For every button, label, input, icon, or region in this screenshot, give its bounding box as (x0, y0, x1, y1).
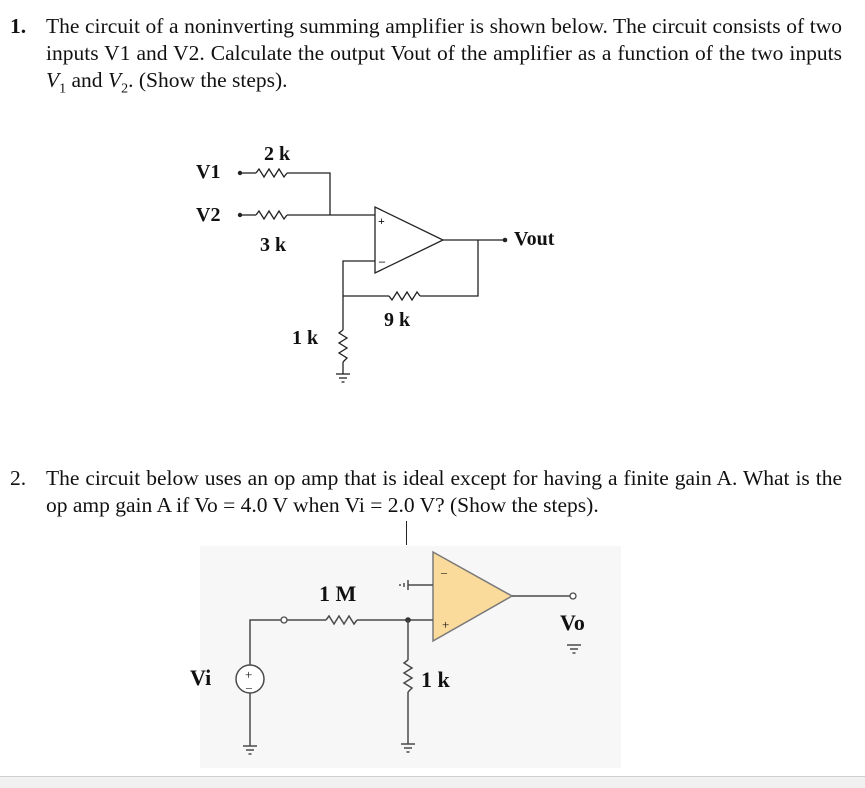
v1-label: V1 (196, 161, 221, 183)
question-1-and: and (66, 68, 108, 92)
bottom-scroll-bar[interactable] (0, 776, 865, 788)
question-2-text: The circuit below uses an op amp that is ideal except for having a finite gain A. What is the op amp gain A if Vo = 4.0 V when Vi = 2.0 V? (Show the steps). (46, 466, 842, 517)
r-9k-label: 9 k (384, 309, 411, 331)
vi-label: Vi (190, 665, 212, 690)
r-2k-label: 2 k (264, 143, 291, 165)
r-3k-label: 3 k (260, 234, 287, 256)
r-1m-label: 1 M (319, 581, 357, 606)
question-1-text-main: The circuit of a noninverting summing amplifier is shown below. The circuit consists of two inputs V1 and V2. Calculate the output Vout of the amplifier as a function of the two inputs (46, 14, 842, 65)
v2-label: V2 (196, 204, 221, 226)
v1-subscript: 1 (59, 81, 67, 97)
circuit-2-background (200, 546, 621, 768)
vi-node-terminal[interactable] (281, 617, 287, 623)
vout-label: Vout (514, 228, 555, 250)
r-1k-label: 1 k (292, 327, 319, 349)
question-2-number: 2. (10, 466, 27, 490)
opamp-1-plus: + (378, 214, 385, 228)
question-1-number: 1. (10, 14, 27, 38)
vo-label: Vo (560, 610, 585, 635)
source-minus-sign: – (246, 680, 252, 694)
opamp-2-plus: + (442, 617, 450, 632)
v2-subscript: 2 (121, 81, 129, 97)
opamp-2-minus: – (441, 565, 447, 579)
question-1-text-end: . (Show the steps). (128, 68, 288, 92)
source-plus-sign: + (245, 667, 253, 682)
vo-terminal[interactable] (570, 593, 576, 599)
v2-symbol: V (107, 68, 122, 92)
r-1k-shunt-label: 1 k (421, 667, 450, 692)
v1-symbol: V (46, 68, 60, 92)
opamp-1-minus: – (379, 254, 385, 268)
